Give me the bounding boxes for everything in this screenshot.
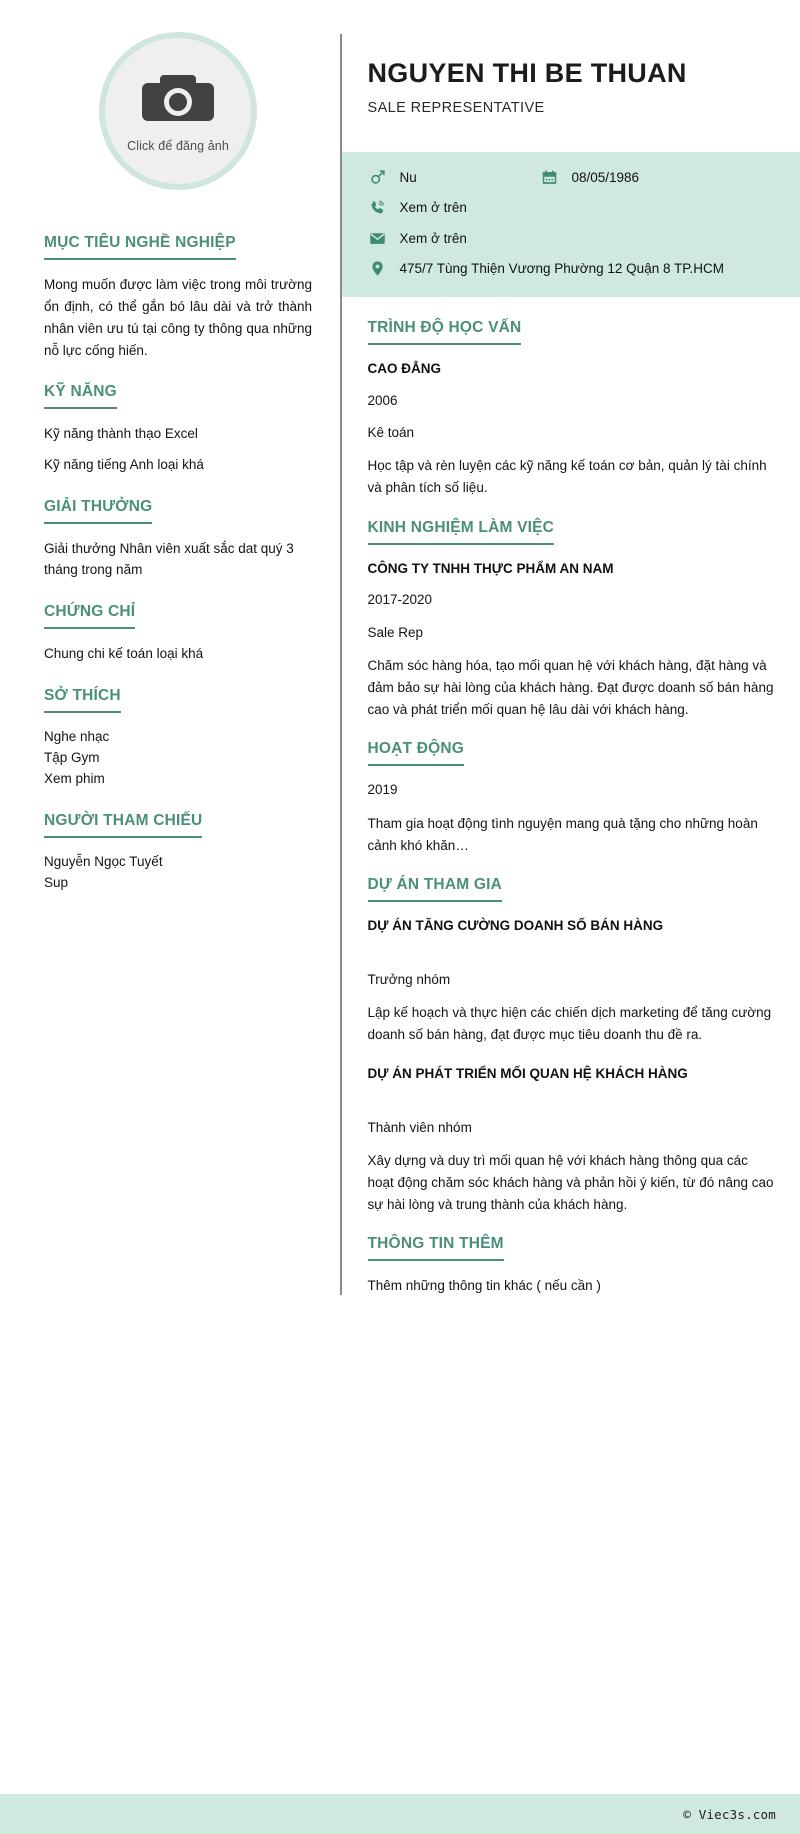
- reference-item: Nguyễn Ngọc Tuyết: [44, 853, 163, 869]
- objective-text: Mong muốn được làm việc trong môi trường ổn định, có thể gắn bó lâu dài và trở thành nhân viên ưu tú tại công ty thông qua những nỗ lực cống hiến.: [44, 277, 312, 358]
- section-skills: [44, 383, 312, 475]
- section-title-activities: HOẠT ĐỘNG: [368, 740, 465, 766]
- section-title-additional-info: THÔNG TIN THÊM: [368, 1235, 504, 1261]
- additional-info-text: Thêm những thông tin khác ( nếu cần ): [367, 1278, 601, 1294]
- gender-icon: [368, 169, 388, 186]
- left-column: [0, 0, 340, 924]
- education-description: Học tập và rèn luyện các kỹ năng kế toán cơ bản, quản lý tài chính và phân tích số liệu.: [367, 458, 767, 495]
- photo-placeholder-circle[interactable]: [99, 32, 257, 190]
- calendar-icon: [540, 169, 560, 186]
- contact-birthday-value: 08/05/1986: [571, 170, 640, 186]
- activity-entry: [368, 780, 775, 856]
- section-title-references: NGƯỜI THAM CHIẾU: [44, 812, 202, 838]
- project-name: DỰ ÁN PHÁT TRIỂN MỐI QUAN HỆ KHÁCH HÀNG: [367, 1065, 688, 1081]
- section-education: [368, 319, 775, 499]
- project-description: Lập kế hoạch và thực hiện các chiến dịch marketing để tăng cường doanh số bán hàng, đạt được mục tiêu doanh thu đề ra.: [367, 1005, 772, 1043]
- contact-gender-value: Nu: [399, 170, 417, 186]
- experience-description: Chăm sóc hàng hóa, tạo mối quan hệ với khách hàng, đặt hàng và đảm bảo sự hài lòng của khách hàng. Đạt được doanh số bán hàng cao và phát triển mối quan hệ lâu dài với khách hàng.: [367, 657, 774, 717]
- contact-phone: [368, 198, 779, 218]
- section-certificates: [44, 603, 312, 665]
- section-references: [44, 812, 312, 894]
- candidate-job-title: SALE REPRESENTATIVE: [367, 100, 545, 117]
- section-activities: [368, 740, 775, 856]
- project-name: DỰ ÁN TĂNG CƯỜNG DOANH SỐ BÁN HÀNG: [367, 918, 664, 934]
- page-footer: [0, 1794, 800, 1834]
- section-additional-info: [368, 1235, 775, 1297]
- section-title-objective: MỤC TIÊU NGHỀ NGHIỆP: [44, 234, 236, 260]
- contact-row: [368, 198, 779, 218]
- awards-text: Giải thưởng Nhân viên xuất sắc dat quý 3 tháng trong năm: [44, 540, 294, 578]
- section-experience: [368, 519, 775, 721]
- activity-year: 2019: [367, 782, 398, 798]
- experience-entry: [368, 559, 775, 721]
- photo-upload-caption: Click để đăng ảnh: [127, 139, 229, 153]
- section-projects: [368, 876, 775, 1215]
- contact-phone-value: Xem ở trên: [399, 200, 467, 216]
- contact-row: [368, 229, 779, 249]
- location-pin-icon: [368, 260, 388, 277]
- camera-icon: [140, 69, 216, 132]
- photo-upload-area[interactable]: [44, 32, 312, 190]
- project-role: Thành viên nhóm: [367, 1119, 472, 1135]
- contact-email-value: Xem ở trên: [399, 230, 467, 246]
- right-column: [342, 0, 800, 1323]
- section-hobbies: [44, 687, 312, 790]
- contact-row: [368, 259, 779, 279]
- project-role: Trưởng nhóm: [367, 972, 451, 987]
- experience-company: CÔNG TY TNHH THỰC PHẨM AN NAM: [367, 560, 614, 576]
- section-objective: [44, 234, 312, 361]
- skill-item: Kỹ năng thành thạo Excel: [44, 426, 198, 442]
- candidate-name: NGUYEN THI BE THUAN: [367, 58, 687, 88]
- contact-email: [368, 229, 779, 249]
- hobby-item: Tập Gym: [44, 750, 100, 766]
- reference-item: Sup: [44, 874, 69, 890]
- experience-period: 2017-2020: [367, 592, 433, 608]
- hobby-item: Xem phim: [44, 771, 105, 787]
- contact-address-value: 475/7 Tùng Thiện Vương Phường 12 Quận 8 TP.HCM: [399, 260, 724, 276]
- phone-icon: [368, 199, 388, 216]
- section-title-education: TRÌNH ĐỘ HỌC VẤN: [368, 319, 522, 345]
- hobby-item: Nghe nhạc: [44, 729, 110, 745]
- section-title-awards: GIẢI THƯỞNG: [44, 498, 152, 524]
- section-title-skills: KỸ NĂNG: [44, 383, 117, 409]
- project-entry: [368, 1064, 775, 1215]
- section-title-certificates: CHỨNG CHỈ: [44, 603, 135, 629]
- contact-birthday: [540, 168, 779, 188]
- name-block: [342, 0, 800, 116]
- certificates-text: Chung chi kế toán loại khá: [44, 646, 204, 662]
- contact-card: [342, 152, 800, 297]
- project-description: Xây dựng và duy trì mối quan hệ với khách hàng thông qua các hoạt động chăm sóc khách hàng và phản hồi ý kiến, từ đó nâng cao sự hài lòng và trung thành của khách hàng.: [367, 1152, 774, 1212]
- section-title-projects: DỰ ÁN THAM GIA: [368, 876, 502, 902]
- contact-row: [368, 168, 779, 188]
- section-title-experience: KINH NGHIỆM LÀM VIỆC: [368, 519, 555, 545]
- project-period-placeholder: [368, 1096, 775, 1118]
- education-entry: [368, 359, 775, 499]
- activity-description: Tham gia hoạt động tình nguyện mang quà tặng cho những hoàn cảnh khó khăn…: [367, 815, 758, 853]
- experience-role: Sale Rep: [367, 624, 424, 640]
- project-period-placeholder: [368, 948, 775, 970]
- education-major: Kê toán: [367, 424, 415, 440]
- right-sections: [342, 297, 800, 1297]
- skill-item: Kỹ năng tiếng Anh loại khá: [44, 457, 204, 473]
- section-awards: [44, 498, 312, 582]
- education-degree: CAO ĐẲNG: [367, 361, 441, 377]
- contact-address: [368, 259, 779, 279]
- project-entry: [368, 916, 775, 1046]
- footer-copyright: © Viec3s.com: [683, 1806, 776, 1822]
- section-title-hobbies: SỞ THÍCH: [44, 687, 121, 713]
- education-year: 2006: [367, 392, 398, 408]
- contact-gender: [368, 168, 540, 188]
- envelope-icon: [368, 230, 388, 247]
